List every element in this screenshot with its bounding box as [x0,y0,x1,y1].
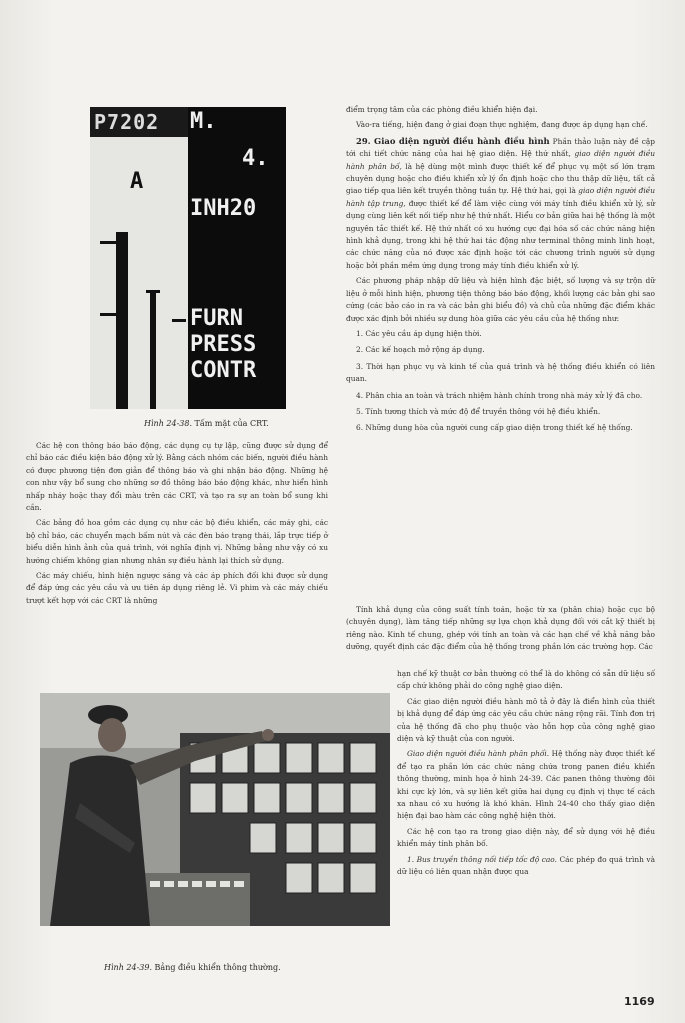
paragraph: Các phương pháp nhập dữ liệu và hiện hình đặc biệt, số lượng và sự trộn dữ liệu ở mỗi hình hiện, phương tiện thông báo báo động, khối lượng các bản ghi sao cứng (các bảo cáo in ra và các bản ghi biểu đồ) và chủ của những đặc điểm khác được xác định bởi nhiều sự dung hòa giữa các yêu cầu của hệ thống như: [346,276,655,323]
paragraph: Các giao diện người điều hành mô tả ở đây là điển hình của thiết bị khả dụng để đáp ứng các yêu cầu chức năng rộng rãi. Tính đơn trị của hệ thống đã cho phụ thuộc vào hỗn hợp của công nghệ giao diện và kỹ thuật của con người. [397,696,655,744]
crt-figure [90,107,286,409]
crt-line-2: 4. [242,146,269,171]
crt-marker [100,241,116,244]
paragraph: Các máy chiếu, hình hiện ngược sáng và các áp phích đối khi được sử dụng để đáp ứng các yêu cầu và ưu tiên áp dụng riêng lẻ. Vi phim và các máy chiếu trượt kết hợp với các CRT là những [26,571,328,605]
right-column-lower [397,668,655,882]
section-text: được thiết kế để làm việc cùng với máy tính điều khiển xử lý, sử dụng cùng liên kết nối tiếp như hệ thứ nhất. Hiểu cơ bản giữa hai hệ thống là một nguyên tắc thiết kế. Hệ thứ nhất có xu hướng cực đại hóa số các chức năng hiện hình khả dụng, trong khi hệ thứ hai tác động như terminal thông minh linh hoạt, các chức năng của nó được xác định hoặc tới các chương trình người sử dụng hoặc bởi phần mềm ứng dụng trong máy tính điều khiển xử lý. [346,198,655,270]
page-number: 1169 [624,995,655,1008]
crt-line-6: CONTR [190,358,257,383]
figure-caption-text: Tấm mặt của CRT. [194,419,269,428]
paragraph-text: Hệ thống này được thiết kế để tạo ra phần lớn các chức năng chứa trong panen điều khiển thông thường, minh họa ở hình 24-39. Các panen thông thường đôi khi cực kỳ lớn, và sự liên kết giữa hai dụng cụ định vị thực tế cách xa nhau có xu hướng là khó khăn. Hình 24-40 cho thấy giao diện hiện đại bao hàm các công nghệ hiện thời. [397,749,655,821]
paragraph: Các hệ con tạo ra trong giao diện này, để sử dụng với hệ điều khiển máy tính phân bố. [397,826,655,849]
crt-left-panel [90,107,188,409]
control-room-photo [40,693,390,926]
availability-paragraph [346,604,655,657]
list-item: 1. Các yêu cầu áp dụng hiện thời. [356,328,482,338]
section-29 [346,135,655,272]
subsection-heading: 1. Bus truyền thông nối tiếp tốc độ cao. [407,854,557,864]
crt-screen-code: P7202 [94,110,160,134]
crt-bar-graph-1 [116,232,128,409]
paragraph: hạn chế kỹ thuật cơ bản thường có thể là do không có sẵn dữ liệu số cấp chứ không phải do công nghệ giao diện. [397,669,655,691]
crt-line-3: INH20 [190,196,257,221]
paragraph: Các hệ con thông báo báo động, các dụng cụ tự lập, cũng được sử dụng để chỉ báo các điều kiện báo động xử lý. Bằng cách nhóm các biến, người điều hành có được phương tiện đơn giản để thông báo và ghi nhận báo động. Những hệ con như vậy bổ sung cho những sơ đồ thông báo báo động khác, như hiển hình nhấp nháy hoặc thay đổi màu trên các CRT, và tạo ra sự an toàn bổ sung khi cần. [26,441,328,513]
section-heading: 29. Giao diện người điều hành điều hình [356,135,550,146]
list-item: 4. Phân chia an toàn và trách nhiệm hành chính trong nhà máy xử lý đã cho. [356,390,643,400]
section-term: giao diện người điều hành phân bố, [346,149,655,171]
paragraph: Tính khả dụng của công suất tính toán, hoặc từ xa (phân chia) hoặc cục bộ (chuyên dụng), làm tăng tiếp những sự lựa chọn khả dụng đối với cắt kỹ thiết bị riêng nào. Kinh tế chung, ghép với tính an toàn và các hạn chế về khả năng bảo dưỡng, quyết định các đặc điểm của hệ thống trong phần lớn các trường hợp. Các [346,605,655,652]
crt-screen-letter: A [130,169,144,194]
paragraph: điểm trọng tâm của các phòng điều khiển hiện đại. [346,105,538,114]
control-room-illustration [40,693,390,926]
section-text: là hệ dùng một mình được thiết kế để phục vụ một số lớn trạm chuyên dụng hoặc cho điều khiển xử lý ổn định hoặc cho thu thập dữ liệu, tất cả giao tiếp qua liên kết truyền thông tuần tự. Hệ thứ hai, gọi là [346,161,655,196]
paragraph: Vào-ra tiếng, hiện đang ở giai đoạn thực nghiệm, đang được áp dụng hạn chế. [356,120,648,130]
list-item: 2. Các kế hoạch mở rộng áp dụng. [356,345,485,355]
list-item: 5. Tính tương thích và mức độ để truyền thông với hệ điều khiển. [356,406,601,416]
crt-marker [146,290,160,293]
list-item: 3. Thời hạn phục vụ và kinh tế của quá trình và hệ thống điều khiển có liên quan. [346,361,655,384]
subsection-heading: Giao diện người điều hành phân phối. [407,749,550,759]
crt-line-5: PRESS [190,332,257,357]
figure-24-38-caption [144,419,269,428]
left-column [26,440,328,610]
figure-caption-text: Bảng điều khiển thông thường. [154,963,281,972]
crt-line-1: M. [190,109,217,134]
right-column [346,104,655,439]
figure-label: Hình 24-38. [144,419,192,428]
figure-label: Hình 24-39. [104,963,152,972]
paragraph-text: Các phép đo quá trình và dữ liệu có liên quan nhận được qua [397,854,655,877]
paragraph: Các bảng đồ hoa gồm các dụng cụ như các bộ điều khiển, các máy ghi, các bộ chỉ báo, các chuyển mạch bấm nút và các đèn báo trạng thái, lắp trực tiếp ở biểu diễn hình ảnh của quá trình, với nghĩa định vị. Những bảng như vậy có xu hướng chiếm không gian nhưng nhân sự điều hành lại thích sử dụng. [26,518,328,565]
paragraph-bus [397,854,655,879]
section-term: giao diện người điều hành tập trung, [346,186,655,208]
crt-bar-graph-2 [150,292,156,409]
list-item: 6. Những dung hòa của người cung cấp giao diện trong thiết kế hệ thống. [356,423,633,433]
figure-24-39-caption [104,963,281,972]
paragraph-distributed [397,748,655,822]
crt-line-4: FURN [190,306,243,331]
section-text: Phần thảo luận này đề cập tới chi tiết chức năng của hai hệ giao diện. Hệ thứ nhất, [346,136,655,159]
crt-marker [172,319,186,322]
crt-marker [100,313,116,316]
